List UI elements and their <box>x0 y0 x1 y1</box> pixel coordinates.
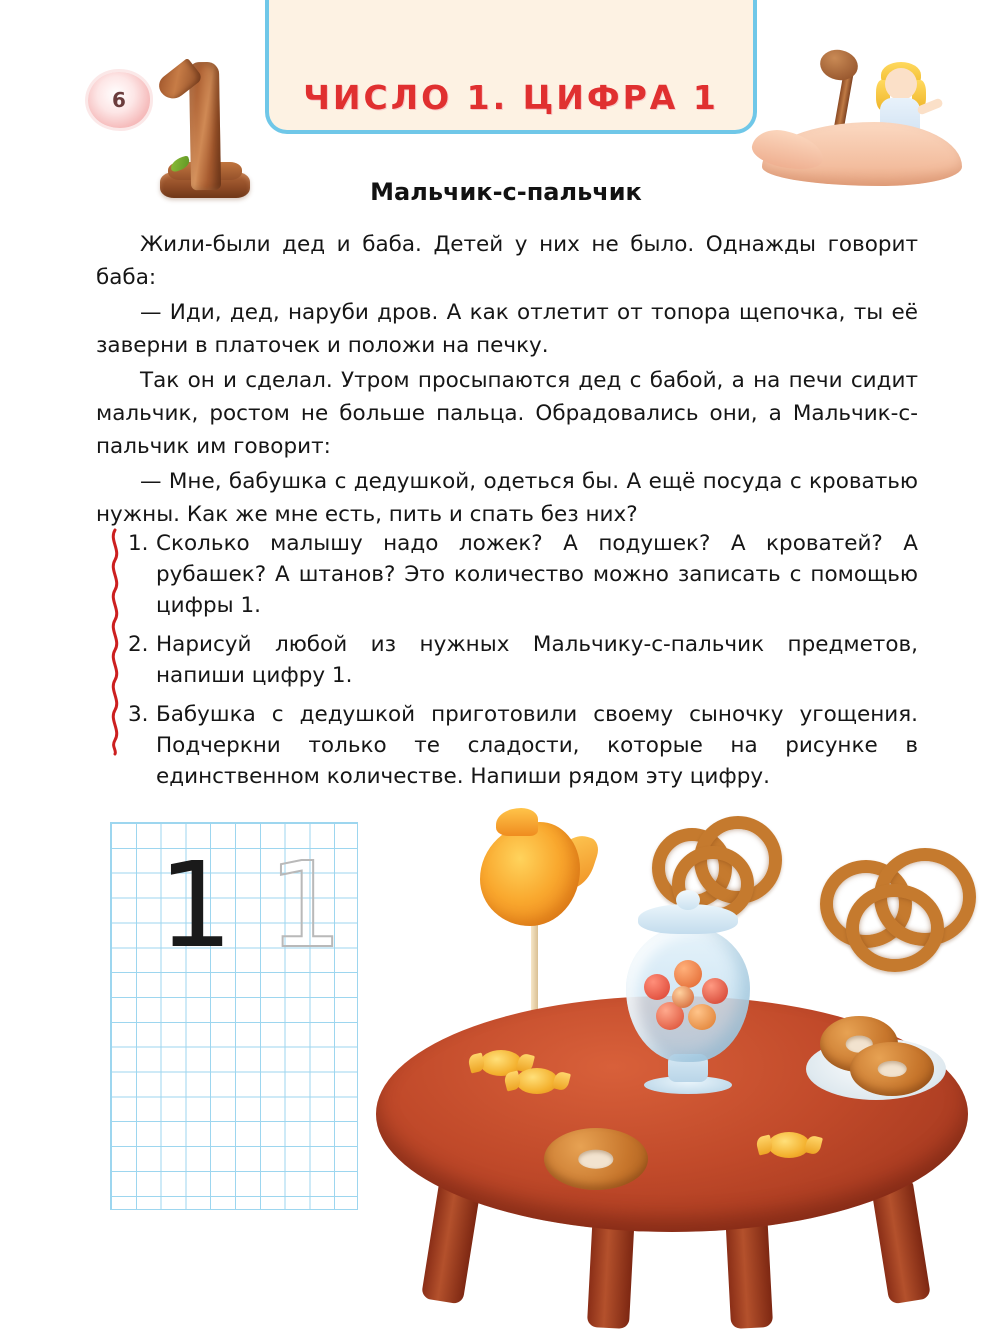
task-number: 3. <box>128 702 149 727</box>
page-number: 6 <box>112 88 126 112</box>
wrapped-candy-icon <box>516 1068 558 1094</box>
spoon-bowl-shape <box>817 46 860 83</box>
practice-digit-traced: 1 <box>268 836 344 974</box>
story-body <box>96 228 918 533</box>
task-number: 1. <box>128 531 149 556</box>
task-number: 2. <box>128 632 149 657</box>
task-item <box>128 699 918 792</box>
story-paragraph: — Иди, дед, наруби дров. А как отлетит от топора щепочка, ты её заверни в платочек и положи на печку. <box>96 300 918 358</box>
jar-knob-shape <box>676 890 700 910</box>
candy-jar-icon <box>626 926 750 1062</box>
page-number-badge <box>88 72 150 128</box>
story-paragraph: — Мне, бабушка с дедушкой, одеться бы. А ещё посуда с кроватью нужны. Как же мне есть, пить и спать без них? <box>96 469 918 527</box>
bagel-icon <box>850 1042 934 1096</box>
squiggle-brace-icon <box>108 528 122 756</box>
story-paragraph: Жили-были дед и баба. Детей у них не было. Однажды говорит баба: <box>96 232 918 290</box>
table-leg <box>871 1179 931 1304</box>
story-heading: Мальчик-с-пальчик <box>370 178 642 206</box>
doll-head-shape <box>885 68 917 100</box>
bagel-icon <box>544 1128 648 1190</box>
task-item <box>128 629 918 691</box>
wrapped-candy-icon <box>768 1132 810 1158</box>
page-title: ЧИСЛО 1. ЦИФРА 1 <box>303 78 719 117</box>
rooster-comb-shape <box>496 808 538 836</box>
practice-digit-solid: 1 <box>158 836 234 974</box>
hand-with-doll-illustration <box>752 46 982 196</box>
task-text: Бабушка с дедушкой приготовили своему сыночку угощения. Подчеркни только те сладости, которые на рисунке в единственном количестве. Напиши рядом эту цифру. <box>156 702 918 789</box>
task-item <box>128 528 918 621</box>
task-text: Нарисуй любой из нужных Мальчику-с-пальчик предметов, напиши цифру 1. <box>156 632 918 688</box>
sweets-table-illustration <box>368 800 980 1316</box>
pretzel-icon <box>818 838 962 956</box>
story-paragraph: Так он и сделал. Утром просыпаются дед с бабой, а на печи сидит мальчик, ростом не больше пальца. Обрадовались они, а Мальчик-с-пальчик им говорит: <box>96 368 918 459</box>
rooster-lollipop-icon <box>480 822 580 926</box>
pretzel-icon <box>652 810 772 906</box>
task-text: Сколько малышу надо ложек? А подушек? А кроватей? А рубашек? А штанов? Это количество можно записать с помощью цифры 1. <box>156 531 918 618</box>
task-list <box>128 528 918 800</box>
